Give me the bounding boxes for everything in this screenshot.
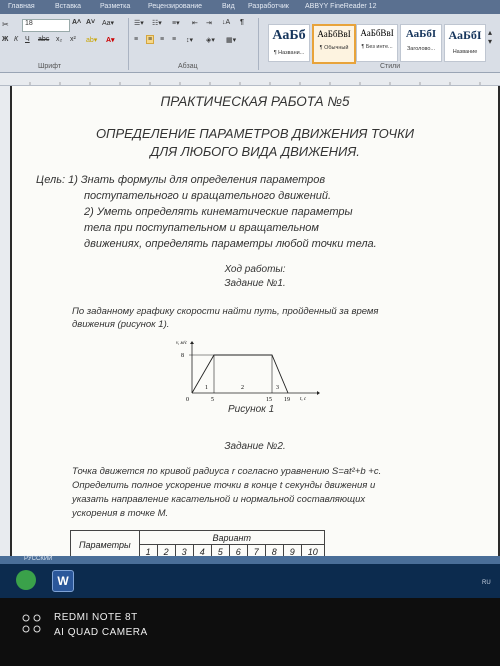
task1-line-2: движения (рисунок 1).: [72, 319, 170, 330]
ribbon-tabs: [0, 0, 500, 14]
goal-line-1: Цель: 1) Знать формулы для определения параметров: [36, 174, 326, 186]
shading-icon[interactable]: ◈▾: [206, 37, 215, 44]
style-heading[interactable]: [400, 24, 442, 62]
increase-indent-icon[interactable]: ⇥: [206, 20, 212, 27]
grow-font-icon[interactable]: A˄: [72, 19, 82, 26]
tab-review[interactable]: Рецензирование: [148, 3, 203, 10]
style-sample-text: АаБбВвІ: [317, 29, 351, 39]
x-tick-label: 0: [186, 397, 189, 403]
style-sample-text: АаБбІ: [448, 28, 482, 42]
align-right-icon[interactable]: ≡: [160, 36, 165, 43]
sort-icon[interactable]: ↓A: [222, 19, 231, 26]
status-bar: [0, 556, 500, 564]
separator: [258, 18, 259, 70]
group-label-paragraph: Абзац: [178, 63, 198, 70]
separator: [128, 18, 129, 70]
table-cell-variant: 4: [193, 545, 211, 559]
tab-insert[interactable]: Вставка: [55, 3, 82, 10]
tab-abbyy[interactable]: ABBYY FineReader 12: [305, 3, 377, 10]
x-tick-label: 15: [266, 397, 272, 403]
tab-view[interactable]: Вид: [222, 3, 235, 10]
region-label: 1: [205, 385, 208, 391]
watermark-line-1: REDMI NOTE 8T: [54, 612, 138, 623]
highlight-icon[interactable]: ab▾: [86, 37, 98, 44]
horizontal-ruler[interactable]: [0, 73, 500, 86]
bullets-icon[interactable]: ☰▾: [134, 20, 144, 27]
table-cell-variant: 6: [229, 545, 247, 559]
goal-line-3: 2) Уметь определять кинематические параметры: [84, 206, 353, 218]
ribbon: [0, 14, 500, 73]
shrink-font-icon[interactable]: A˅: [86, 19, 96, 26]
start-button-icon[interactable]: [16, 570, 36, 590]
style-title-sample[interactable]: [268, 24, 310, 62]
style-sample-text: АаБб: [272, 28, 306, 43]
table-header-variant: Вариант: [139, 531, 324, 545]
style-no-spacing[interactable]: [356, 24, 398, 62]
borders-icon[interactable]: ▦▾: [226, 37, 237, 44]
task2-line-3: указать направление касательной и нормальной составляющих: [72, 494, 366, 505]
table-cell-variant: 10: [301, 545, 324, 559]
task2-line-4: ускорения в точке M.: [72, 508, 169, 519]
paragraph-mark-icon[interactable]: ¶: [240, 19, 244, 26]
paste-icon[interactable]: ✂: [2, 20, 9, 29]
superscript-icon[interactable]: x²: [70, 36, 76, 43]
group-label-font: Шрифт: [38, 63, 62, 70]
style-sample-text: АаБбВвІ: [360, 28, 394, 38]
style-name: ¶ Без инте...: [361, 44, 393, 50]
decrease-indent-icon[interactable]: ⇤: [192, 20, 198, 27]
task1-line-1: По заданному графику скорости найти путь, пройденный за время: [72, 306, 379, 317]
table-cell-variant: 8: [265, 545, 283, 559]
ruler-ticks: [0, 74, 500, 86]
style-name: Заголово...: [406, 46, 436, 52]
subscript-icon[interactable]: x₂: [56, 36, 63, 43]
figure-caption: Рисунок 1: [228, 404, 275, 415]
table-header-params: Параметры: [71, 531, 140, 559]
tab-home[interactable]: Главная: [8, 3, 35, 10]
watermark-line-2: AI QUAD CAMERA: [54, 627, 148, 638]
style-name: ¶ Названи...: [273, 50, 305, 56]
table-cell-variant: 7: [247, 545, 265, 559]
word-taskbar-icon[interactable]: W: [52, 570, 74, 592]
document-page[interactable]: [12, 86, 498, 558]
goal-line-2: поступательного и вращательного движений.: [84, 190, 332, 202]
y-axis-label: v, м/с: [176, 341, 188, 346]
region-label: 2: [241, 385, 244, 391]
strikethrough-icon[interactable]: abc: [38, 36, 50, 43]
task2-line-2: Определить полное ускорение точки в конце t секунды движения и: [72, 480, 376, 491]
font-size-select[interactable]: 18: [22, 19, 70, 32]
font-color-icon[interactable]: A▾: [106, 37, 115, 44]
y-tick-label: 8: [181, 353, 184, 359]
status-language[interactable]: РУССКИЙ: [24, 556, 53, 562]
underline-icon[interactable]: Ч: [25, 36, 30, 43]
vertical-ruler[interactable]: [0, 86, 10, 556]
style-normal[interactable]: [312, 24, 356, 64]
goal-line-4: тела при поступательном и вращательном: [84, 222, 319, 234]
line-spacing-icon[interactable]: ↕▾: [186, 37, 194, 44]
table-cell-variant: 9: [283, 545, 301, 559]
style-name: ¶ Обычный: [319, 45, 349, 51]
velocity-graph: [172, 338, 322, 406]
progress-heading: Ход работы:: [224, 264, 286, 275]
document-title: ПРАКТИЧЕСКАЯ РАБОТА №5: [160, 94, 350, 109]
clear-format-icon[interactable]: Aa▾: [102, 20, 115, 27]
styles-scroll-icon[interactable]: ▴ ▾: [488, 28, 493, 46]
style-name: Название: [452, 49, 478, 55]
tab-developer[interactable]: Разработчик: [248, 3, 289, 10]
italic-icon[interactable]: К: [14, 36, 19, 43]
group-label-styles: Стили: [380, 63, 401, 70]
bold-icon[interactable]: Ж: [2, 36, 9, 43]
style-sample-text: АаБбІ: [405, 28, 437, 40]
justify-icon[interactable]: ≡: [172, 36, 177, 43]
heading-line-1: ОПРЕДЕЛЕНИЕ ПАРАМЕТРОВ ДВИЖЕНИЯ ТОЧКИ: [95, 126, 415, 141]
x-axis-arrow-icon: [317, 391, 320, 395]
task1-title: Задание №1.: [224, 278, 286, 289]
style-title[interactable]: [444, 24, 486, 62]
variants-table: [70, 530, 325, 558]
region-label: 3: [276, 385, 279, 391]
camera-watermark-area: [0, 598, 500, 666]
y-axis-arrow-icon: [190, 341, 194, 344]
x-tick-label: 19: [284, 397, 290, 403]
table-cell-variant: 5: [211, 545, 229, 559]
align-left-icon[interactable]: ≡: [134, 36, 139, 43]
keyboard-language[interactable]: RU: [482, 580, 491, 586]
x-tick-label: 5: [211, 397, 214, 403]
task2-title: Задание №2.: [224, 441, 286, 452]
taskbar: [0, 564, 500, 598]
table-cell-variant: 3: [175, 545, 193, 559]
numbering-icon[interactable]: ☷▾: [152, 20, 162, 27]
goal-line-5: движениях, определять параметры любой точки тела.: [84, 238, 377, 250]
table-cell-variant: 1: [139, 545, 157, 559]
multilevel-list-icon[interactable]: ≡▾: [172, 20, 180, 27]
table-cell-variant: 2: [157, 545, 175, 559]
task2-line-1: Точка движется по кривой радиуса r согласно уравнению S=at²+b +c.: [72, 466, 382, 477]
x-axis-label: t, c: [300, 397, 307, 402]
quad-camera-icon: [20, 612, 44, 636]
heading-line-2: ДЛЯ ЛЮБОГО ВИДА ДВИЖЕНИЯ.: [150, 144, 360, 159]
tab-layout[interactable]: Разметка: [100, 3, 131, 10]
align-center-icon[interactable]: ≡: [148, 36, 153, 43]
